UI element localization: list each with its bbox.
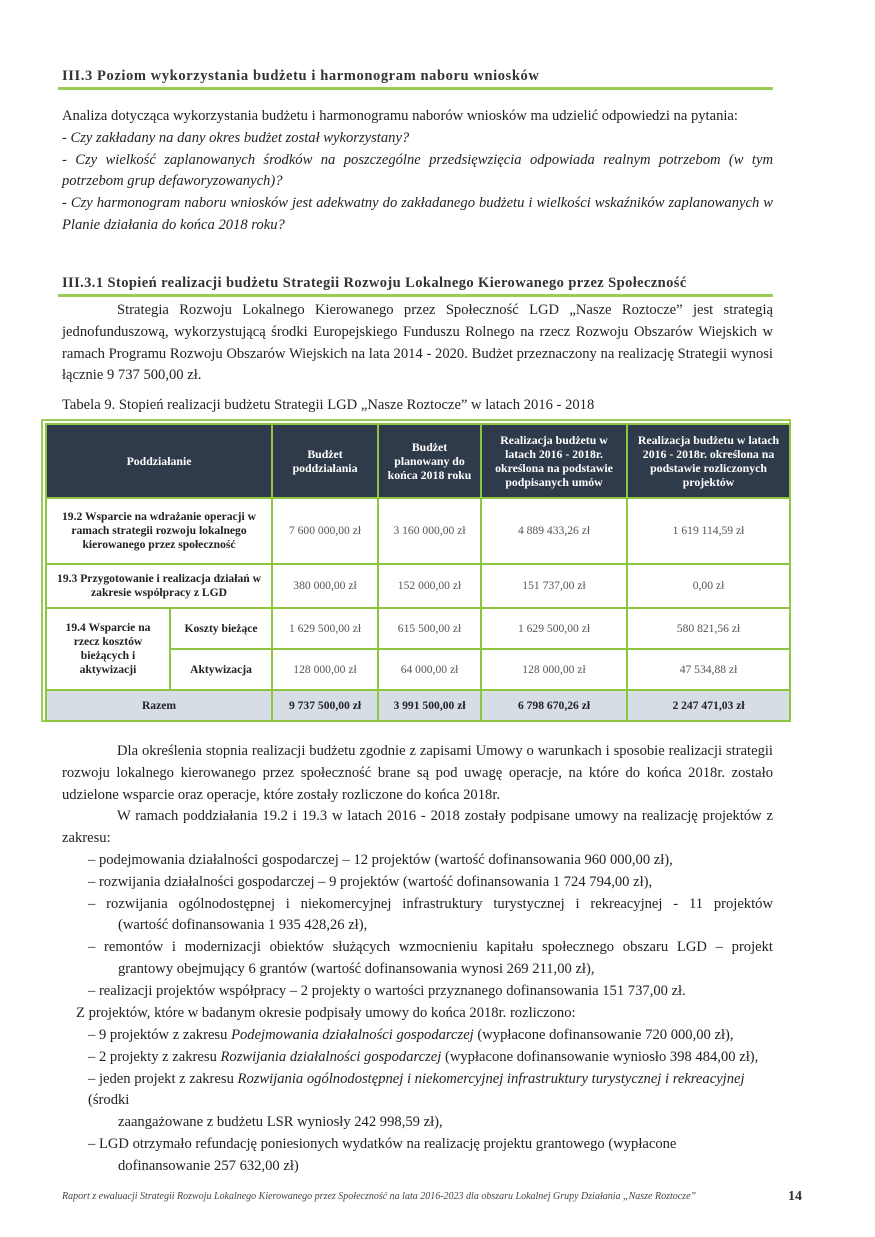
list-item-continuation: zaangażowane z budżetu LSR wyniosły 242 998,59 zł), [118, 1114, 443, 1131]
total-label: Razem [46, 690, 272, 721]
list-item-emphasis: Rozwijania ogólnodostępnej i niekomercyjnej infrastruktury turystycznej i rekreacyjnej [237, 1070, 745, 1087]
realization-paragraph: Dla określenia stopnia realizacji budżetu zgodnie z zapisami Umowy o warunkach i sposobie realizacji strategii rozwoju lokalnego kierowanego przez społeczność brane są pod uwagę operacje, na które do końca 2018r. zostało udzielone wsparcie oraz operacje, które zostały rozliczone do końca 2018r. [62, 743, 773, 803]
total-cell: 3 991 500,00 zł [378, 690, 481, 721]
list-item: – realizacji projektów współpracy – 2 projekty o wartości przyznanego dofinansowania 151 737,00 zł. [88, 982, 686, 999]
section-heading: III.3 Poziom wykorzystania budżetu i harmonogram naboru wniosków [62, 68, 540, 84]
table-cell: 128 000,00 zł [481, 649, 627, 690]
table-cell: 151 737,00 zł [481, 564, 627, 608]
subsection-heading: III.3.1 Stopień realizacji budżetu Strategii Rozwoju Lokalnego Kierowanego przez Społeczność [62, 275, 687, 291]
intro-text: Analiza dotycząca wykorzystania budżetu i harmonogramu naborów wniosków ma udzielić odpowiedzi na pytania: [62, 108, 738, 124]
settled-intro: Z projektów, które w badanym okresie podpisały umowy do końca 2018r. rozliczono: [76, 1005, 576, 1021]
list-item: – rozwijania działalności gospodarczej – 9 projektów (wartość dofinansowania 1 724 794,00 zł), [88, 873, 653, 890]
total-cell: 9 737 500,00 zł [272, 690, 378, 721]
subheading-rule [58, 294, 773, 297]
row-label: 19.3 Przygotowanie i realizacja działań w zakresie współpracy z LGD [46, 564, 272, 608]
page-footer: Raport z ewaluacji Strategii Rozwoju Lokalnego Kierowanego przez Społeczność na lata 2016-2023 dla obszaru Lokalnej Grupy Działania „Nasze Roztocze” [62, 1191, 697, 1202]
table-row [46, 564, 790, 608]
header-subaction: Poddziałanie [46, 424, 272, 498]
header-contracts: Realizacja budżetu w latach 2016 - 2018r. określona na podstawie podpisanych umów [481, 424, 627, 498]
table-cell: 1 629 500,00 zł [481, 608, 627, 649]
budget-paragraph: Strategia Rozwoju Lokalnego Kierowanego przez Społeczność LGD „Nasze Roztocze” jest strategią jednofunduszową, wykorzystującą środki Europejskiego Funduszu Rolnego na rzecz Rozwoju Obszarów Wiejskich w ramach Programu Rozwoju Obszarów Wiejskich na lata 2014 - 2020. Budżet przeznaczony na realizację Strategii wynosi łącznie 9 737 500,00 zł. [62, 302, 773, 384]
table-cell: 128 000,00 zł [272, 649, 378, 690]
list-item [88, 1069, 773, 1113]
list-item-continuation: dofinansowanie 257 632,00 zł) [118, 1157, 299, 1174]
table-cell: 380 000,00 zł [272, 564, 378, 608]
list-item [88, 1025, 773, 1047]
settled-list [88, 1025, 773, 1178]
budget-table-frame [41, 419, 791, 722]
list-item-text: – jeden projekt z zakresu [88, 1070, 238, 1087]
budget-table [45, 423, 791, 722]
list-item: – podejmowania działalności gospodarczej – 12 projektów (wartość dofinansowania 960 000,00 zł), [88, 852, 673, 868]
table-caption: Tabela 9. Stopień realizacji budżetu Strategii LGD „Nasze Roztocze” w latach 2016 - 2018 [62, 397, 595, 413]
table-cell: 615 500,00 zł [378, 608, 481, 649]
list-item [88, 1047, 773, 1069]
table-cell: 0,00 zł [627, 564, 790, 608]
table-cell: 580 821,56 zł [627, 608, 790, 649]
row-sublabel: Aktywizacja [170, 649, 272, 690]
list-item: – rozwijania ogólnodostępnej i niekomercyjnej infrastruktury turystycznej i rekreacyjnej - 11 projektów [88, 895, 773, 912]
list-item-text: – 9 projektów z zakresu [88, 1027, 232, 1043]
question-1: - Czy zakładany na dany okres budżet został wykorzystany? [62, 129, 410, 146]
page-number: 14 [788, 1189, 802, 1204]
list-item: – LGD otrzymało refundację poniesionych wydatków na realizację projektu grantowego (wypłacone [88, 1135, 677, 1152]
question-2: - Czy wielkość zaplanowanych środków na poszczególne przedsięwzięcia odpowiada realnym potrzebom (w tym potrzebom grup defaworyzowanych)? [62, 151, 773, 190]
intro-paragraph [62, 106, 773, 237]
list-item-emphasis: Rozwijania działalności gospodarczej [220, 1048, 442, 1065]
list-item-text: – 2 projekty z zakresu [88, 1048, 221, 1065]
list-item: – remontów i modernizacji obiektów służących wzmocnieniu kapitału społecznego obszaru LGD – projekt [88, 939, 773, 956]
table-cell: 152 000,00 zł [378, 564, 481, 608]
list-item-emphasis: Podejmowania działalności gospodarczej [231, 1027, 474, 1043]
list-item-text: (środki [88, 1092, 130, 1109]
contracts-paragraph: W ramach poddziałania 19.2 i 19.3 w latach 2016 - 2018 zostały podpisane umowy na realizację projektów z zakresu: [62, 808, 773, 846]
row-label: 19.2 Wsparcie na wdrażanie operacji w ramach strategii rozwoju lokalnego kierowanego przez społeczność [46, 498, 272, 564]
table-cell: 7 600 000,00 zł [272, 498, 378, 564]
table-cell: 4 889 433,26 zł [481, 498, 627, 564]
table-cell: 3 160 000,00 zł [378, 498, 481, 564]
contracts-list [88, 850, 773, 1003]
question-3: - Czy harmonogram naboru wniosków jest adekwatny do zakładanego budżetu i wielkości wskaźników zaplanowanych w Planie działania do końca 2018 roku? [62, 195, 773, 233]
table-total-row [46, 690, 790, 721]
table-cell: 64 000,00 zł [378, 649, 481, 690]
table-header-row [46, 424, 790, 498]
list-item-text: (wypłacone dofinansowanie wyniosło 398 484,00 zł), [441, 1048, 759, 1065]
table-cell: 47 534,88 zł [627, 649, 790, 690]
row-sublabel: Koszty bieżące [170, 608, 272, 649]
row-group-label: 19.4 Wsparcie na rzecz kosztów bieżących i aktywizacji [46, 608, 170, 690]
list-item-continuation: grantowy obejmujący 6 grantów (wartość dofinansowania wynosi 269 211,00 zł), [118, 960, 595, 977]
table-row [46, 608, 790, 649]
total-cell: 2 247 471,03 zł [627, 690, 790, 721]
header-settled: Realizacja budżetu w latach 2016 - 2018r. określona na podstawie rozliczonych projektów [627, 424, 790, 498]
header-budget: Budżet poddziałania [272, 424, 378, 498]
table-row [46, 498, 790, 564]
table-cell: 1 629 500,00 zł [272, 608, 378, 649]
list-item-text: (wypłacone dofinansowanie 720 000,00 zł), [473, 1027, 734, 1043]
heading-rule [58, 87, 773, 90]
list-item-continuation: (wartość dofinansowania 1 935 428,26 zł), [118, 917, 368, 934]
table-cell: 1 619 114,59 zł [627, 498, 790, 564]
header-planned: Budżet planowany do końca 2018 roku [378, 424, 481, 498]
total-cell: 6 798 670,26 zł [481, 690, 627, 721]
